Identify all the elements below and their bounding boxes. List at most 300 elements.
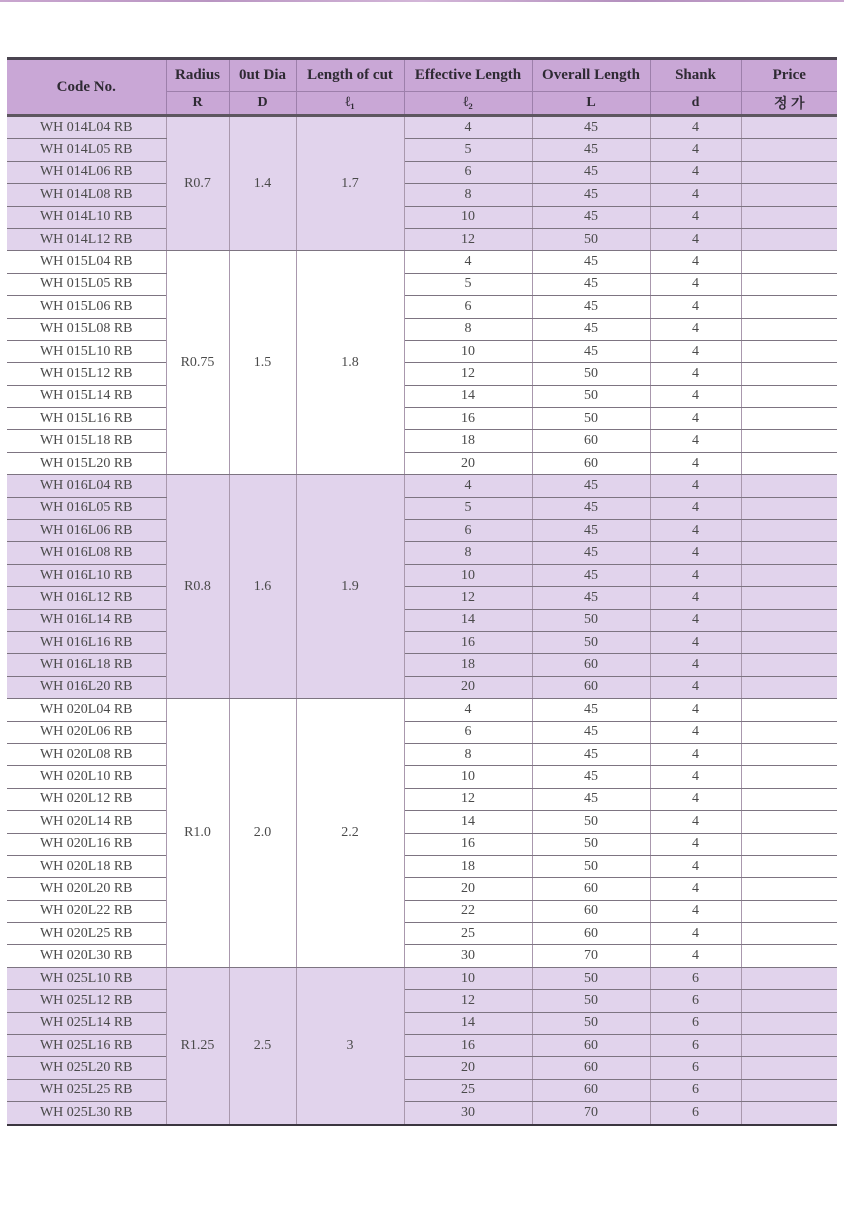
table-row — [7, 228, 837, 250]
price-cell — [741, 296, 837, 318]
effective-length-cell: 20 — [404, 452, 532, 474]
code-no-cell: WH 016L05 RB — [7, 497, 166, 519]
effective-length-cell: 4 — [404, 251, 532, 273]
price-cell — [741, 833, 837, 855]
effective-length-cell: 8 — [404, 184, 532, 206]
header-overall-length-symbol: L — [532, 92, 650, 116]
code-no-cell: WH 020L22 RB — [7, 900, 166, 922]
price-cell — [741, 273, 837, 295]
price-cell — [741, 430, 837, 452]
overall-length-cell: 45 — [532, 766, 650, 788]
header-out-dia-symbol: D — [229, 92, 296, 116]
price-cell — [741, 631, 837, 653]
price-cell — [741, 766, 837, 788]
table-row — [7, 161, 837, 183]
header-length-of-cut-symbol: ℓ₁ — [296, 92, 404, 116]
effective-length-cell: 6 — [404, 161, 532, 183]
header-radius: Radius — [166, 59, 229, 92]
shank-cell: 4 — [650, 116, 741, 139]
code-no-cell: WH 025L14 RB — [7, 1012, 166, 1034]
code-no-cell: WH 014L05 RB — [7, 139, 166, 161]
code-no-cell: WH 015L12 RB — [7, 363, 166, 385]
overall-length-cell: 45 — [532, 743, 650, 765]
length-of-cut-cell: 1.8 — [296, 251, 404, 475]
shank-cell: 4 — [650, 408, 741, 430]
code-no-cell: WH 020L12 RB — [7, 788, 166, 810]
code-no-cell: WH 015L06 RB — [7, 296, 166, 318]
overall-length-cell: 45 — [532, 318, 650, 340]
overall-length-cell: 50 — [532, 967, 650, 989]
code-no-cell: WH 015L18 RB — [7, 430, 166, 452]
price-cell — [741, 721, 837, 743]
overall-length-cell: 50 — [532, 990, 650, 1012]
price-cell — [741, 1102, 837, 1125]
code-no-cell: WH 014L04 RB — [7, 116, 166, 139]
code-no-cell: WH 025L10 RB — [7, 967, 166, 989]
length-of-cut-cell: 1.9 — [296, 475, 404, 699]
price-cell — [741, 1079, 837, 1101]
shank-cell: 4 — [650, 699, 741, 721]
overall-length-cell: 60 — [532, 878, 650, 900]
price-cell — [741, 161, 837, 183]
shank-cell: 4 — [650, 318, 741, 340]
overall-length-cell: 45 — [532, 587, 650, 609]
effective-length-cell: 16 — [404, 631, 532, 653]
overall-length-cell: 45 — [532, 497, 650, 519]
overall-length-cell: 45 — [532, 340, 650, 362]
code-no-cell: WH 016L20 RB — [7, 676, 166, 698]
code-no-cell: WH 016L06 RB — [7, 520, 166, 542]
shank-cell: 4 — [650, 430, 741, 452]
code-no-cell: WH 014L12 RB — [7, 228, 166, 250]
price-cell — [741, 967, 837, 989]
effective-length-cell: 12 — [404, 228, 532, 250]
price-cell — [741, 1035, 837, 1057]
shank-cell: 4 — [650, 811, 741, 833]
effective-length-cell: 16 — [404, 1035, 532, 1057]
header-price-korean: 정 가 — [741, 92, 837, 116]
shank-cell: 4 — [650, 363, 741, 385]
overall-length-cell: 45 — [532, 788, 650, 810]
shank-cell: 4 — [650, 609, 741, 631]
effective-length-cell: 16 — [404, 408, 532, 430]
price-cell — [741, 811, 837, 833]
overall-length-cell: 45 — [532, 520, 650, 542]
effective-length-cell: 12 — [404, 990, 532, 1012]
code-no-cell: WH 016L14 RB — [7, 609, 166, 631]
table-row — [7, 1012, 837, 1034]
overall-length-cell: 45 — [532, 273, 650, 295]
effective-length-cell: 14 — [404, 1012, 532, 1034]
overall-length-cell: 45 — [532, 184, 650, 206]
overall-length-cell: 60 — [532, 900, 650, 922]
effective-length-cell: 8 — [404, 743, 532, 765]
price-cell — [741, 206, 837, 228]
code-no-cell: WH 020L10 RB — [7, 766, 166, 788]
table-row — [7, 564, 837, 586]
code-no-cell: WH 020L16 RB — [7, 833, 166, 855]
shank-cell: 4 — [650, 900, 741, 922]
price-cell — [741, 743, 837, 765]
shank-cell: 4 — [650, 161, 741, 183]
overall-length-cell: 50 — [532, 363, 650, 385]
price-cell — [741, 1012, 837, 1034]
overall-length-cell: 60 — [532, 1035, 650, 1057]
shank-cell: 4 — [650, 475, 741, 497]
effective-length-cell: 5 — [404, 139, 532, 161]
effective-length-cell: 30 — [404, 1102, 532, 1125]
header-radius-symbol: R — [166, 92, 229, 116]
effective-length-cell: 14 — [404, 385, 532, 407]
code-no-cell: WH 020L08 RB — [7, 743, 166, 765]
price-cell — [741, 385, 837, 407]
overall-length-cell: 50 — [532, 228, 650, 250]
effective-length-cell: 22 — [404, 900, 532, 922]
price-cell — [741, 945, 837, 967]
effective-length-cell: 8 — [404, 542, 532, 564]
effective-length-cell: 4 — [404, 475, 532, 497]
radius-cell: R1.0 — [166, 699, 229, 968]
code-no-cell: WH 014L08 RB — [7, 184, 166, 206]
shank-cell: 4 — [650, 184, 741, 206]
table-row — [7, 340, 837, 362]
code-no-cell: WH 020L20 RB — [7, 878, 166, 900]
shank-cell: 4 — [650, 296, 741, 318]
shank-cell: 4 — [650, 631, 741, 653]
price-cell — [741, 139, 837, 161]
effective-length-cell: 25 — [404, 923, 532, 945]
length-of-cut-cell: 2.2 — [296, 699, 404, 968]
shank-cell: 4 — [650, 923, 741, 945]
code-no-cell: WH 025L30 RB — [7, 1102, 166, 1125]
shank-cell: 6 — [650, 1079, 741, 1101]
effective-length-cell: 6 — [404, 296, 532, 318]
shank-cell: 6 — [650, 967, 741, 989]
table-row — [7, 766, 837, 788]
overall-length-cell: 70 — [532, 945, 650, 967]
effective-length-cell: 18 — [404, 430, 532, 452]
price-cell — [741, 564, 837, 586]
overall-length-cell: 45 — [532, 116, 650, 139]
effective-length-cell: 14 — [404, 609, 532, 631]
overall-length-cell: 45 — [532, 296, 650, 318]
price-cell — [741, 340, 837, 362]
table-row — [7, 520, 837, 542]
table-row — [7, 631, 837, 653]
table-row — [7, 878, 837, 900]
code-no-cell: WH 016L04 RB — [7, 475, 166, 497]
overall-length-cell: 50 — [532, 1012, 650, 1034]
price-cell — [741, 654, 837, 676]
code-no-cell: WH 025L25 RB — [7, 1079, 166, 1101]
overall-length-cell: 45 — [532, 542, 650, 564]
price-cell — [741, 408, 837, 430]
overall-length-cell: 50 — [532, 811, 650, 833]
price-cell — [741, 900, 837, 922]
table-row — [7, 587, 837, 609]
code-no-cell: WH 020L06 RB — [7, 721, 166, 743]
price-cell — [741, 878, 837, 900]
header-price: Price — [741, 59, 837, 92]
code-no-cell: WH 015L20 RB — [7, 452, 166, 474]
price-cell — [741, 609, 837, 631]
table-row — [7, 676, 837, 698]
shank-cell: 4 — [650, 497, 741, 519]
price-cell — [741, 788, 837, 810]
code-no-cell: WH 020L04 RB — [7, 699, 166, 721]
overall-length-cell: 45 — [532, 139, 650, 161]
table-row — [7, 408, 837, 430]
header-effective-length-symbol: ℓ₂ — [404, 92, 532, 116]
shank-cell: 4 — [650, 721, 741, 743]
price-cell — [741, 475, 837, 497]
shank-cell: 4 — [650, 139, 741, 161]
radius-cell: R0.7 — [166, 116, 229, 251]
shank-cell: 4 — [650, 743, 741, 765]
table-row — [7, 318, 837, 340]
shank-cell: 6 — [650, 1102, 741, 1125]
overall-length-cell: 50 — [532, 833, 650, 855]
overall-length-cell: 45 — [532, 721, 650, 743]
overall-length-cell: 60 — [532, 654, 650, 676]
price-cell — [741, 699, 837, 721]
overall-length-cell: 45 — [532, 161, 650, 183]
header-code-no: Code No. — [7, 59, 166, 116]
effective-length-cell: 5 — [404, 497, 532, 519]
overall-length-cell: 50 — [532, 385, 650, 407]
price-cell — [741, 1057, 837, 1079]
effective-length-cell: 10 — [404, 967, 532, 989]
table-row — [7, 452, 837, 474]
price-cell — [741, 676, 837, 698]
overall-length-cell: 60 — [532, 1079, 650, 1101]
effective-length-cell: 18 — [404, 855, 532, 877]
price-cell — [741, 251, 837, 273]
out-dia-cell: 1.6 — [229, 475, 296, 699]
overall-length-cell: 45 — [532, 699, 650, 721]
effective-length-cell: 20 — [404, 1057, 532, 1079]
code-no-cell: WH 015L08 RB — [7, 318, 166, 340]
code-no-cell: WH 016L10 RB — [7, 564, 166, 586]
price-cell — [741, 116, 837, 139]
shank-cell: 4 — [650, 855, 741, 877]
effective-length-cell: 8 — [404, 318, 532, 340]
code-no-cell: WH 016L16 RB — [7, 631, 166, 653]
code-no-cell: WH 025L16 RB — [7, 1035, 166, 1057]
shank-cell: 4 — [650, 766, 741, 788]
table-row — [7, 363, 837, 385]
price-cell — [741, 318, 837, 340]
shank-cell: 6 — [650, 1012, 741, 1034]
table-row — [7, 116, 837, 139]
code-no-cell: WH 015L05 RB — [7, 273, 166, 295]
shank-cell: 4 — [650, 340, 741, 362]
shank-cell: 4 — [650, 520, 741, 542]
overall-length-cell: 50 — [532, 609, 650, 631]
table-row — [7, 475, 837, 497]
table-row — [7, 900, 837, 922]
table-header — [7, 59, 837, 116]
table-row — [7, 699, 837, 721]
code-no-cell: WH 016L18 RB — [7, 654, 166, 676]
effective-length-cell: 10 — [404, 766, 532, 788]
overall-length-cell: 60 — [532, 923, 650, 945]
code-no-cell: WH 020L18 RB — [7, 855, 166, 877]
shank-cell: 4 — [650, 788, 741, 810]
table-row — [7, 609, 837, 631]
effective-length-cell: 10 — [404, 206, 532, 228]
table-row — [7, 273, 837, 295]
overall-length-cell: 60 — [532, 430, 650, 452]
shank-cell: 4 — [650, 833, 741, 855]
code-no-cell: WH 015L10 RB — [7, 340, 166, 362]
table-row — [7, 1102, 837, 1125]
out-dia-cell: 2.5 — [229, 967, 296, 1124]
shank-cell: 4 — [650, 878, 741, 900]
header-overall-length: Overall Length — [532, 59, 650, 92]
shank-cell: 4 — [650, 654, 741, 676]
shank-cell: 4 — [650, 452, 741, 474]
table-row — [7, 788, 837, 810]
shank-cell: 6 — [650, 1035, 741, 1057]
table-row — [7, 945, 837, 967]
table-row — [7, 139, 837, 161]
header-length-of-cut: Length of cut — [296, 59, 404, 92]
code-no-cell: WH 016L08 RB — [7, 542, 166, 564]
overall-length-cell: 60 — [532, 452, 650, 474]
table-row — [7, 743, 837, 765]
overall-length-cell: 45 — [532, 475, 650, 497]
table-row — [7, 654, 837, 676]
code-no-cell: WH 020L14 RB — [7, 811, 166, 833]
code-no-cell: WH 015L14 RB — [7, 385, 166, 407]
radius-cell: R0.8 — [166, 475, 229, 699]
table-row — [7, 1035, 837, 1057]
price-cell — [741, 497, 837, 519]
out-dia-cell: 1.5 — [229, 251, 296, 475]
effective-length-cell: 12 — [404, 587, 532, 609]
table-row — [7, 721, 837, 743]
table-row — [7, 967, 837, 989]
header-out-dia: 0ut Dia — [229, 59, 296, 92]
price-cell — [741, 363, 837, 385]
table-row — [7, 497, 837, 519]
product-spec-table — [7, 57, 837, 1126]
effective-length-cell: 18 — [404, 654, 532, 676]
effective-length-cell: 25 — [404, 1079, 532, 1101]
table-row — [7, 1079, 837, 1101]
effective-length-cell: 12 — [404, 363, 532, 385]
price-cell — [741, 990, 837, 1012]
overall-length-cell: 50 — [532, 855, 650, 877]
header-shank-symbol: d — [650, 92, 741, 116]
table-row — [7, 184, 837, 206]
effective-length-cell: 20 — [404, 676, 532, 698]
top-decorative-band — [0, 0, 844, 2]
overall-length-cell: 50 — [532, 631, 650, 653]
code-no-cell: WH 020L25 RB — [7, 923, 166, 945]
code-no-cell: WH 014L10 RB — [7, 206, 166, 228]
shank-cell: 4 — [650, 385, 741, 407]
table-row — [7, 1057, 837, 1079]
table-row — [7, 430, 837, 452]
effective-length-cell: 4 — [404, 116, 532, 139]
shank-cell: 4 — [650, 564, 741, 586]
price-cell — [741, 228, 837, 250]
table-row — [7, 251, 837, 273]
table-row — [7, 923, 837, 945]
radius-cell: R1.25 — [166, 967, 229, 1124]
shank-cell: 4 — [650, 206, 741, 228]
table-row — [7, 990, 837, 1012]
price-cell — [741, 855, 837, 877]
price-cell — [741, 184, 837, 206]
table-row — [7, 855, 837, 877]
shank-cell: 4 — [650, 587, 741, 609]
price-cell — [741, 520, 837, 542]
overall-length-cell: 70 — [532, 1102, 650, 1125]
code-no-cell: WH 015L04 RB — [7, 251, 166, 273]
code-no-cell: WH 014L06 RB — [7, 161, 166, 183]
table-row — [7, 833, 837, 855]
price-cell — [741, 923, 837, 945]
length-of-cut-cell: 1.7 — [296, 116, 404, 251]
price-cell — [741, 452, 837, 474]
table-row — [7, 542, 837, 564]
shank-cell: 4 — [650, 676, 741, 698]
effective-length-cell: 10 — [404, 340, 532, 362]
table-body — [7, 116, 837, 1125]
table-row — [7, 811, 837, 833]
shank-cell: 4 — [650, 251, 741, 273]
effective-length-cell: 6 — [404, 520, 532, 542]
overall-length-cell: 45 — [532, 206, 650, 228]
overall-length-cell: 45 — [532, 251, 650, 273]
shank-cell: 4 — [650, 273, 741, 295]
effective-length-cell: 16 — [404, 833, 532, 855]
code-no-cell: WH 016L12 RB — [7, 587, 166, 609]
code-no-cell: WH 020L30 RB — [7, 945, 166, 967]
effective-length-cell: 30 — [404, 945, 532, 967]
code-no-cell: WH 025L12 RB — [7, 990, 166, 1012]
effective-length-cell: 6 — [404, 721, 532, 743]
table-row — [7, 296, 837, 318]
effective-length-cell: 4 — [404, 699, 532, 721]
out-dia-cell: 2.0 — [229, 699, 296, 968]
length-of-cut-cell: 3 — [296, 967, 404, 1124]
overall-length-cell: 60 — [532, 676, 650, 698]
table-row — [7, 385, 837, 407]
shank-cell: 4 — [650, 542, 741, 564]
price-cell — [741, 542, 837, 564]
effective-length-cell: 20 — [404, 878, 532, 900]
header-effective-length: Effective Length — [404, 59, 532, 92]
effective-length-cell: 14 — [404, 811, 532, 833]
effective-length-cell: 5 — [404, 273, 532, 295]
overall-length-cell: 60 — [532, 1057, 650, 1079]
radius-cell: R0.75 — [166, 251, 229, 475]
shank-cell: 4 — [650, 945, 741, 967]
effective-length-cell: 12 — [404, 788, 532, 810]
header-shank: Shank — [650, 59, 741, 92]
code-no-cell: WH 025L20 RB — [7, 1057, 166, 1079]
shank-cell: 6 — [650, 1057, 741, 1079]
table-row — [7, 206, 837, 228]
overall-length-cell: 50 — [532, 408, 650, 430]
code-no-cell: WH 015L16 RB — [7, 408, 166, 430]
shank-cell: 6 — [650, 990, 741, 1012]
effective-length-cell: 10 — [404, 564, 532, 586]
